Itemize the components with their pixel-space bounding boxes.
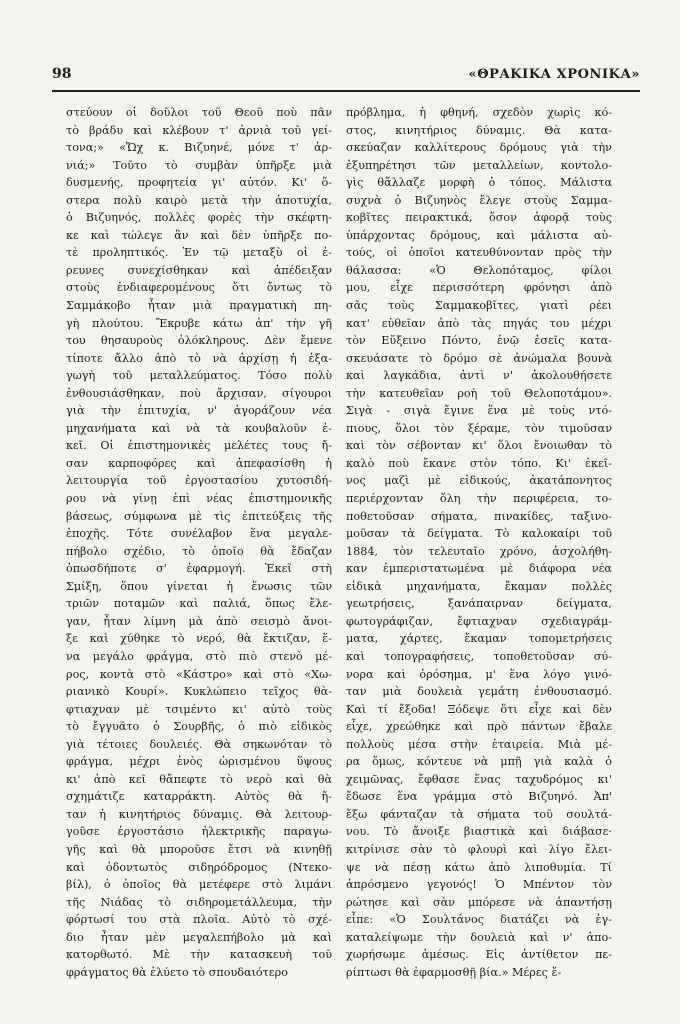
text-line: ξε καὶ χύθηκε τὸ νερό, θὰ ἔκτιζαν, ἕ- [66,632,332,646]
text-line: ἔδωσε ἕνα γράμμα στὸ Βιζυηνό. Ἀπ' [346,790,612,804]
text-line: θάλασσα: «Ὁ Θελοπόταμος, φίλοι [346,263,612,277]
text-line: πολλοὺς μέσα στὴν ἑταιρεία. Μιὰ μέ- [346,737,612,751]
text-line: τὲ προληπτικός. Ἐν τῷ μεταξὺ οἱ ἐ- [66,246,332,260]
text-line: ταν ἡ κινητήριος δύναμις. Θὰ λειτουρ- [66,807,332,821]
text-line: τὸ ἔγγυᾶτο ὁ Σουρβῆς, ὁ πιὸ εἰδικὸς [66,720,332,734]
text-line: ἔξω φάνταζαν τὰ σήματα τοῦ σουλτά- [346,807,612,821]
header-rule [52,90,640,92]
text-line: στερα πολὺ καιρὸ μετὰ τὴν ἀποτυχία, [66,193,332,207]
text-line: ρευνες συνεχίσθηκαν καὶ ἀπέδειξαν [66,263,332,277]
text-line: κοβῖτες πειρακτικά, ὅσον ἀφορᾷ τοὺς [346,211,612,225]
text-line: πήβολο σχέδιο, τὸ ὁποῖο θὰ ἔδαζαν [66,544,332,558]
text-line: γιὰ τὴν ἐπιτυχία, ν' ἀγοράζουν νέα [66,404,332,418]
text-line: ὁ Βιζυηνός, πολλὲς φορὲς τὴν σκέφτη- [66,211,332,225]
text-line: φράγματος θὰ ἐλύετο τὸ σπουδαιότερο [66,965,288,979]
text-line: μοῦσαν τὰ δείγματα. Τὸ καλοκαίρι τοῦ [346,527,612,541]
text-line: περιέρχονταν ὅλη τὴν περιφέρεια, το- [346,492,612,506]
text-line: πρόβλημα, ἡ φθηνή, σχεδὸν χωρὶς κό- [346,106,612,119]
journal-title: «ΘΡΑΚΙΚΑ ΧΡΟΝΙΚΑ» [468,67,640,82]
text-line: ταν μιὰ δουλειὰ γεμάτη ἐνθουσιασμό. [346,685,612,699]
text-line: κατ' εὐθεῖαν ἀπὸ τὰς πηγάς του μέχρι [346,316,612,330]
text-line: τὸ βράδυ καὶ κλέβουν τ' ἀρνιὰ τοῦ γεί- [66,123,332,137]
text-line: ἐνθουσιάσθηκαν, ποὺ ἄρχισαν, σίγουροι [66,386,332,400]
text-line: τὸν Εὔξεινο Πόντο, ἐνῷ ἐσεῖς κατα- [346,334,612,348]
text-line: νορα καὶ ὁρόσημα, μ' ἕνα λόγο γινό- [346,667,612,681]
text-line: ρου νὰ γίνῃ ἐπὶ νέας ἐπιστημονικῆς [66,492,332,506]
text-line: ψε νὰ πέσῃ κάτω ἀπὸ λιποθυμία. Τί [346,860,612,874]
text-line: γῆς καὶ θὰ μποροῦσε ἔτσι νὰ κινηθῇ [66,842,332,856]
text-line: Καὶ τί ἔξοδα! Ξόδεψε ὅτι εἶχε καὶ δὲν [346,702,612,716]
text-line: κατορθωτό. Μὲ τὴν κατασκευὴ τοῦ [66,948,332,962]
text-line: τῆς Νιάδας τὸ σιδηρομετάλλευμα, τὴν [66,895,332,909]
text-line: εἰδικὰ μηχανήματα, ἔκαμαν πολλὲς [346,579,612,593]
text-line: κι' ἀπὸ κεῖ θἄπεφτε τὸ νερὸ καὶ θὰ [66,772,332,786]
text-line: λειτουργία τοῦ ἐργοστασίου χυτοσιδή- [66,474,332,488]
text-line: τριῶν ποταμῶν καὶ παλιά, ὅπως ἔλε- [66,597,332,611]
text-line: μου, εἶχε περισσότερη φρόνησι ἀπὸ [346,281,612,295]
text-line: τὴν κατευθεῖαν ροὴ τοῦ Θελοποτάμου». [346,386,612,400]
text-line: σκευάσατε τὸ δρόμο σὲ ἀνώμαλα βουνὰ [346,351,612,365]
text-line: κε καὶ τώλεγε ἂν καὶ δὲν ὑπῆρξε πο- [66,228,332,242]
text-line: κιτρίνισε σὰν τὸ φλουρὶ καὶ λίγο ἔλει- [346,842,612,856]
text-line: ριανικὸ Κουρί». Κυκλώπειο τεῖχος θὰ- [66,685,332,699]
page-header [52,66,640,86]
text-line: καὶ τοπογραφήσεις, τοποθετοῦσαν σύ- [346,649,612,663]
text-line: ἀπρόσμενο γεγονός! Ὁ Μπέντον τὸν [346,878,612,892]
text-line: γαν, ἦταν λίμνη μὰ ἀπὸ σεισμὸ ἄνοι- [66,614,332,628]
text-line: καν ἐμπεριστατωμένα μὲ διάφορα νέα [346,562,612,576]
text-line: Σιγὰ - σιγὰ ἔγινε ἕνα μὲ τοὺς ντό- [346,404,612,418]
text-line: στος, κινητήριος δύναμις. Θὰ κατα- [346,123,612,137]
left-text-column [66,104,332,981]
text-line: γωγὴ τοῦ μεταλλεύματος. Τόσο πολὺ [66,369,332,383]
text-line: ρίπτωσι θὰ ἐφαρμοσθῇ βία.» Μέρες ἔ- [346,965,562,979]
text-line: ποθετοῦσαν σήματα, πινακίδες, ταξινο- [346,509,612,523]
text-line: εἶχε, χρεώθηκε καὶ πρὸ πάντων ἔβαλε [346,720,612,734]
text-line: ρώτησε καὶ σὰν μπόρεσε νὰ ἀπαντήσῃ [346,895,612,909]
text-line: καταλείψωμε τὴν δουλειὰ καὶ ν' ἀπο- [346,930,612,944]
text-line: καὶ ὀδοντωτὸς σιδηρόδρομος (Ντεκο- [66,860,332,874]
text-line: νιά;» Τοῦτο τὸ συμβὰν ὑπῆρξε μιὰ [66,158,332,172]
text-line: βίλ), ὁ ὁποῖος θὰ μετέφερε στὸ λιμάνι [66,878,332,892]
text-line: ρα ὅμως, κόντευε νὰ μπῇ γιὰ καλὰ ὁ [346,755,612,769]
text-line: ματα, χάρτες, ἔκαμαν τοπομετρήσεις [346,632,612,646]
text-line: ἐξυπηρέτησι τῶν μεταλλείων, κοντολο- [346,158,612,172]
text-line: ὁπωσδήποτε σ' ἐφαρμογή. Ἐκεῖ στὴ [66,562,332,576]
text-line: τονα;» «Ὤχ κ. Βιζυηνέ, μόνε τ' ἀρ- [66,141,332,155]
text-line: φόρτωσί του στὰ πλοῖα. Αὐτὸ τὸ σχέ- [66,913,332,927]
text-line: Σμίξη, ὅπου γίνεται ἡ ἕνωσις τῶν [66,579,332,593]
text-line: τίποτε ἄλλο ἀπὸ τὸ νὰ ἀρχίσῃ ἡ ἐξα- [66,351,332,365]
text-line: να μεγάλο φράγμα, στὸ πιὸ στενὸ μέ- [66,649,332,663]
text-line: διο ἦταν μὲν μεγαλεπήβολο μὰ καὶ [66,930,332,944]
text-line: ἐποχῆς. Τότε συνέλαβον ἕνα μεγαλε- [66,527,332,541]
text-line: χειμῶνας, ἔφθασε ἕνας ταχυδρόμος κι' [346,772,612,786]
text-line: καὶ λαγκάδια, ἀντὶ ν' ἀκολουθήσετε [346,369,612,383]
text-line: 1884, τὸν τελευταῖο χρόνο, ἀσχολήθη- [346,544,612,558]
text-line: γοῦσε ἐργοστάσιο ἠλεκτρικῆς παραγω- [66,825,332,839]
text-line: ὑπάρχοντας δρόμους, καὶ μάλιστα αὐ- [346,228,612,242]
text-line: σαν καρποφόρες καὶ ἀπεφασίσθη ἡ [66,456,332,470]
text-line: ρος, κοντὰ στὸ «Κάστρο» καὶ στὸ «Χω- [66,667,332,681]
text-line: καλὸ ποὺ ἔκανε στὸν τόπο. Κι' ἐκεῖ- [346,456,612,470]
text-line: γιὰ τέτοιες δουλειές. Θὰ σηκωνόταν τὸ [66,737,332,751]
text-line: πιους, ὅλοι τὸν ξέραμε, τὸν τιμοῦσαν [346,421,612,435]
text-line: εἶπε: «Ὁ Σουλτάνος διατάζει νὰ ἐγ- [346,913,612,927]
text-line: στεύουν οἱ δοῦλοι τοῦ Θεοῦ ποὺ πᾶν [66,106,332,119]
text-line: γεωτρήσεις, ξανάπαιρναν δείγματα, [346,597,612,611]
text-line: κεῖ. Οἱ ἐπιστημονικὲς μελέτες τους ἤ- [66,439,332,453]
text-line: γὶς θἄλλαζε μορφὴ ὁ τόπος. Μάλιστα [346,176,612,190]
right-text-column [346,104,612,981]
text-line: σχημάτιζε καταρράκτη. Αὐτὸς θὰ ἤ- [66,790,332,804]
text-line: τούς, οἱ ὁποῖοι κατευθύνονταν πρὸς τὴν [346,246,612,260]
page-number: 98 [52,66,72,82]
text-line: μηχανήματα καὶ νὰ τὰ κουβαλοῦν ἐ- [66,421,332,435]
text-line: φράγμα, μέχρι ἑνὸς ὡρισμένου ὕψους [66,755,332,769]
text-line: Σαμμάκοβο ἦταν μιὰ πραγματικὴ πη- [66,299,332,313]
text-line: χωρήσωμε ἀμέσως. Εἰς ἀντίθετον πε- [346,948,612,962]
text-line: συχνὰ ὁ Βιζυηνὸς ἔλεγε στοὺς Σαμμα- [346,193,612,207]
text-line: γὴ πλούτου. Ἔκρυβε κάτω ἀπ' τὴν γῆ [66,316,332,330]
text-line: στοὺς ἐνδιαφερομένους ὅτι ὄντως τὸ [66,281,332,295]
text-line: νος μαζὶ μὲ εἰδικούς, ἀκατάπονητος [346,474,612,488]
text-line: φτιαχναν μὲ τσιμέντο κι' αὐτὸ τοὺς [66,702,332,716]
text-line: του θησαυροὺς ὁλόκληρους. Δὲν ἔμενε [66,334,332,348]
text-line: σᾶς τοὺς Σαμμακοβῖτες, γιατὶ ρέει [346,299,612,313]
text-line: σκεύαζαν καλλίτερους δρόμους γιὰ τὴν [346,141,612,155]
text-line: νου. Τὸ ἄνοιξε βιαστικὰ καὶ διάβασε· [346,825,612,839]
text-line: καὶ τὸν σέβονταν κι' ὅλοι ἔνοιωθαν τὸ [346,439,612,453]
text-line: φωτογράφιζαν, ἔφτιαχναν σχεδιαγράμ- [346,614,612,628]
text-line: βάσεως, σύμφωνα μὲ τὶς ἐπιτεύξεις τῆς [66,509,332,523]
text-line: δυσμενής, προφητεία γι' αὐτόν. Κι' ὅ- [66,176,332,190]
